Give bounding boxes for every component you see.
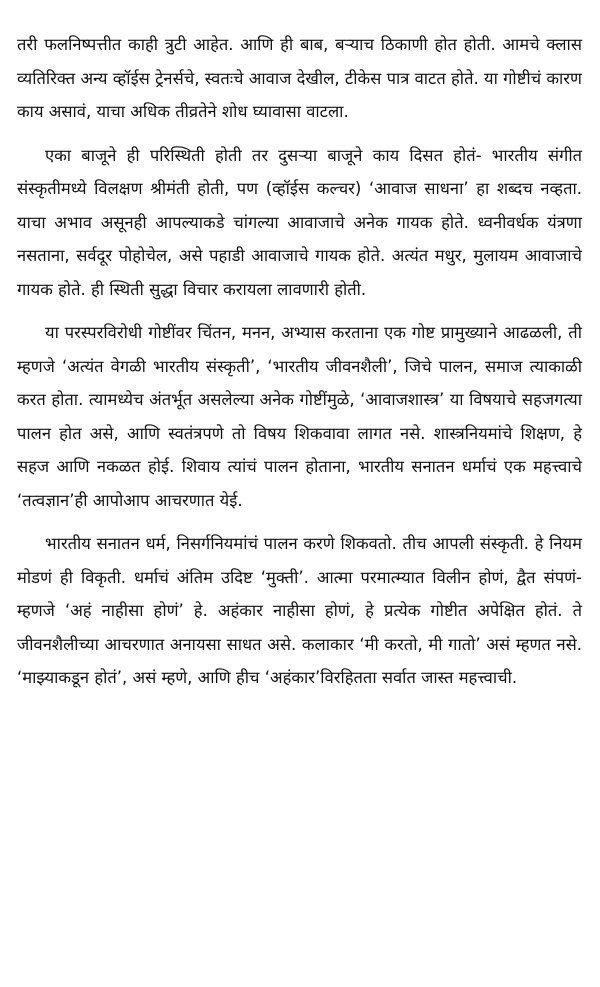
paragraph-1: तरी फलनिष्पत्तीत काही त्रुटी आहेत. आणि ही बाब, बऱ्याच ठिकाणी होत होती. आमचे क्लास व्यतिरिक्त अन्य व्हॉईस ट्रेनर्सचे, स्वतःचे आवाज देखील, टीकेस पात्र वाटत होते. या गोष्टीचं कारण काय असावं, याचा अधिक तीव्रतेने शोध घ्यावासा वाटला. — [17, 35, 582, 121]
paragraph-2: एका बाजूने ही परिस्थिती होती तर दुसऱ्या बाजूने काय दिसत होतं- भारतीय संगीत संस्कृतीमध्ये विलक्षण श्रीमंती होती, पण (व्हॉईस कल्चर) ‘आवाज साधना’ हा शब्दच नव्हता. याचा अभाव असूनही आपल्याकडे चांगल्या आवाजाचे अनेक गायक होते. ध्वनीवर्धक यंत्रणा नसताना, सर्वदूर पोहोचेल, असे पहाडी आवाजाचे गायक होते. अत्यंत मधुर, मुलायम आवाजाचे गायक होते. ही स्थिती सुद्धा विचार करायला लावणारी होती. — [17, 145, 582, 299]
paragraph-4: भारतीय सनातन धर्म, निसर्गनियमांचं पालन करणे शिकवतो. तीच आपली संस्कृती. हे नियम मोडणं ही विकृती. धर्माचं अंतिम उदिष्ट ‘मुक्ती’. आत्मा परमात्म्यात विलीन होणं, द्वैत संपणं- म्हणजे ‘अहं नाहीसा होणं’ हे. अहंकार नाहीसा होणं, हे प्रत्येक गोष्टीत अपेक्षित होतं. ते जीवनशैलीच्या आचरणात अनायसा साधत असे. कलाकार ‘मी करतो, मी गातो’ असं म्हणत नसे. ‘माझ्याकडून होतं’, असं म्हणे, आणि हीच ‘अहंकार’विरहितता सर्वात जास्त महत्त्वाची. — [17, 534, 582, 687]
paragraph-3: या परस्परविरोधी गोष्टींवर चिंतन, मनन, अभ्यास करताना एक गोष्ट प्रामुख्याने आढळली, ती म्हणजे ‘अत्यंत वेगळी भारतीय संस्कृती’, ‘भारतीय जीवनशैली’, जिचे पालन, समाज त्याकाळी करत होता. त्यामध्येच अंतर्भूत असलेल्या अनेक गोष्टींमुळे, ‘आवाजशास्त्र’ या विषयाचे सहजगत्या पालन होत असे, आणि स्वतंत्रपणे तो विषय शिकवावा लागत नसे. शास्त्रनियमांचे शिक्षण, हे सहज आणि नकळत होई. शिवाय त्यांचं पालन होताना, भारतीय सनातन धर्माचं एक महत्त्वाचे ‘तत्वज्ञान’ही आपोआप आचरणात येई. — [17, 323, 582, 510]
